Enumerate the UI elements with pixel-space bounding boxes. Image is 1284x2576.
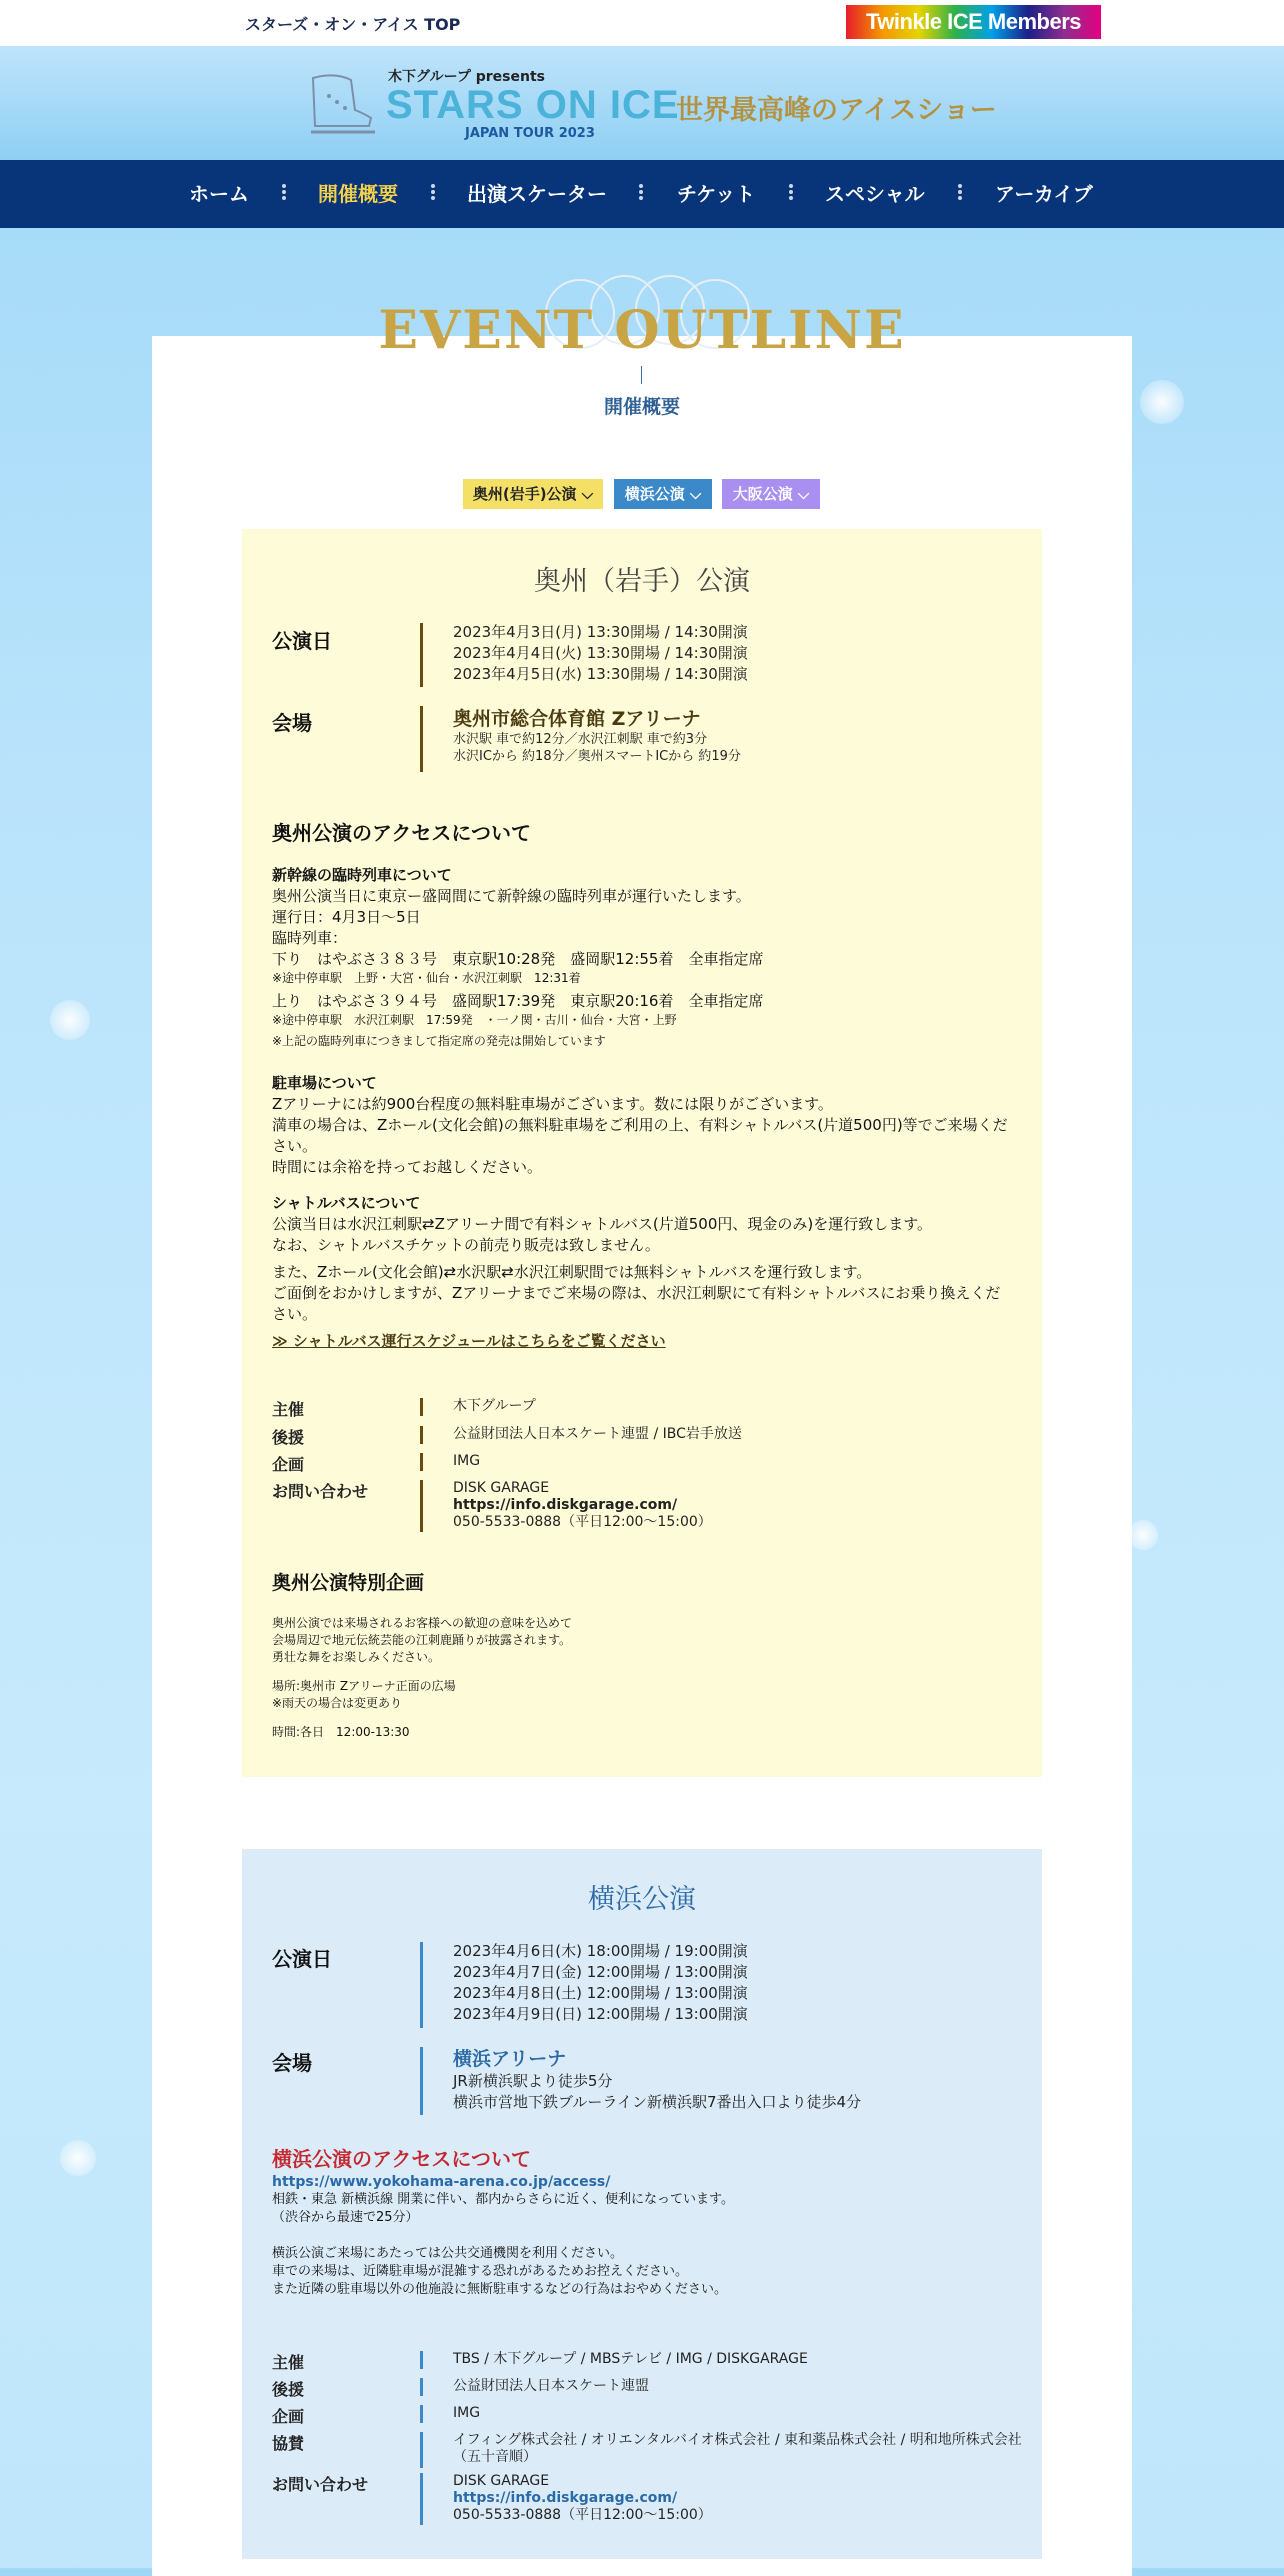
- date-item: 2023年4月9日(日) 12:00開場 / 13:00開演: [453, 2005, 748, 2023]
- nav-outline[interactable]: 開催概要: [318, 182, 398, 206]
- train-heading: 新幹線の臨時列車について: [272, 866, 452, 884]
- yokohama-section: [242, 1849, 1042, 2559]
- text-line: （渋谷から最速で25分）: [272, 2210, 419, 2225]
- parking-heading: 駐車場について: [272, 1074, 377, 1092]
- text-line: 奥州公演当日に東京ー盛岡間にて新幹線の臨時列車が運行いたします。: [272, 887, 751, 905]
- text-line: 奥州公演では来場されるお客様への歓迎の意味を込めて: [272, 1616, 573, 1630]
- top-bar: [0, 0, 1284, 46]
- text-line: 場所:奥州市 Zアリーナ正面の広場: [272, 1679, 456, 1693]
- nav-separator: [430, 182, 436, 206]
- meta-value: 木下グループ: [453, 1398, 536, 1414]
- meta-label: 企画: [272, 2407, 305, 2426]
- page-heading: EVENT OUTLINE: [378, 300, 906, 361]
- nav-separator: [957, 182, 963, 206]
- special-heading: 奥州公演特別企画: [272, 1572, 425, 1594]
- row-divider: [420, 2351, 423, 2369]
- nav-archive[interactable]: アーカイブ: [995, 182, 1093, 206]
- stars-on-ice-logo[interactable]: STARS ON ICE: [386, 83, 680, 127]
- dates-list: [453, 1941, 748, 2025]
- oshu-section: [242, 529, 1042, 1777]
- note-line: ※途中停車駅 水沢江刺駅 17:59発 ・一ノ関・古川・仙台・大宮・上野: [272, 1013, 677, 1027]
- contact-block: [453, 1480, 1023, 1531]
- shuttle-schedule-link[interactable]: ≫ シャトルバス運行スケジュールはこちらをご覧ください: [272, 1332, 666, 1350]
- date-item: 2023年4月4日(火) 13:30開場 / 14:30開演: [453, 644, 748, 662]
- text-line: また近隣の駐車場以外の他施設に無断駐車するなどの行為はおやめください。: [272, 2282, 728, 2297]
- venue-access: 水沢駅 車で約12分／水沢江刺駅 車で約3分: [453, 732, 708, 747]
- yokohama-access-link[interactable]: https://www.yokohama-arena.co.jp/access/: [272, 2174, 611, 2190]
- row-divider: [420, 623, 423, 687]
- date-item: 2023年4月3日(月) 13:30開場 / 14:30開演: [453, 623, 748, 641]
- note-line: ※途中停車駅 上野・大宮・仙台・水沢江刺駅 12:31着: [272, 971, 581, 985]
- text-line: 時間には余裕を持ってお越しください。: [272, 1158, 543, 1176]
- meta-value: IMG: [453, 2405, 481, 2421]
- page-subheading: 開催概要: [603, 396, 680, 418]
- contact-tel: 050-5533-0888（平日12:00～15:00）: [453, 2507, 712, 2523]
- date-item: 2023年4月8日(土) 12:00開場 / 13:00開演: [453, 1984, 748, 2002]
- row-divider: [420, 2378, 423, 2396]
- text-line: ※雨天の場合は変更あり: [272, 1696, 403, 1710]
- text-line: 臨時列車：: [272, 929, 348, 947]
- sponsor-label: 木下グループ presents: [388, 69, 545, 85]
- nav-separator: [638, 182, 644, 206]
- row-divider: [420, 1398, 423, 1416]
- text-line: ご面倒をおかけしますが、Zアリーナまでご来場の際は、水沢江刺駅にて有料シャトルバスにお乗り換えください。: [272, 1284, 1001, 1323]
- contact-name: DISK GARAGE: [453, 1480, 550, 1496]
- row-divider: [420, 2432, 423, 2468]
- parking-block: [272, 1073, 1012, 1178]
- meta-value: イフィング株式会社 / オリエンタルバイオ株式会社 / 東和薬品株式会社 / 明和地所株式会社（五十音順）: [453, 2432, 1022, 2465]
- meta-label: 企画: [272, 1455, 305, 1474]
- nav-skaters[interactable]: 出演スケーター: [467, 182, 607, 206]
- access-heading: 奥州公演のアクセスについて: [272, 821, 531, 845]
- shuttle-block: [272, 1193, 1012, 1352]
- note-line: ※上記の臨時列車につきまして指定席の発売は開始しています: [272, 1034, 606, 1048]
- section-title: 横浜公演: [588, 1884, 696, 1915]
- venue-name: 奥州市総合体育館 Zアリーナ: [453, 708, 701, 730]
- date-item: 2023年4月6日(木) 18:00開場 / 19:00開演: [453, 1942, 748, 1960]
- hero-banner: [0, 46, 1284, 160]
- venue-label: 会場: [272, 711, 312, 735]
- venue-block: [453, 2047, 861, 2113]
- text-line: Zアリーナには約900台程度の無料駐車場がございます。数には限りがございます。: [272, 1095, 833, 1113]
- date-item: 2023年4月5日(水) 13:30開場 / 14:30開演: [453, 665, 748, 683]
- meta-label: 後援: [272, 2380, 305, 2399]
- dates-label: 公演日: [272, 1947, 332, 1971]
- meta-label: 主催: [272, 2353, 305, 2372]
- twinkle-ice-members-banner[interactable]: Twinkle ICE Members: [846, 5, 1101, 39]
- nav-separator: [281, 182, 287, 206]
- contact-name: DISK GARAGE: [453, 2473, 550, 2489]
- text-line: 運行日：4月3日～5日: [272, 908, 421, 926]
- row-divider: [420, 2473, 423, 2525]
- shuttle-heading: シャトルバスについて: [272, 1194, 421, 1212]
- row-divider: [420, 2405, 423, 2423]
- text-line: 車での来場は、近隣駐車場が混雑する恐れがあるためお控えください。: [272, 2264, 689, 2279]
- meta-label: 協賛: [272, 2434, 305, 2453]
- row-divider: [420, 706, 423, 772]
- skate-logo-icon: [305, 70, 381, 140]
- tab-oshu[interactable]: 奥州(岩手)公演 ⌵: [463, 479, 603, 509]
- main-nav: [0, 160, 1284, 228]
- nav-tickets[interactable]: チケット: [677, 182, 756, 206]
- section-title: 奥州（岩手）公演: [534, 566, 750, 597]
- sparkle-decoration: [1128, 1520, 1158, 1550]
- meta-label: お問い合わせ: [272, 1482, 369, 1501]
- dates-list: [453, 622, 748, 685]
- meta-label: お問い合わせ: [272, 2475, 369, 2494]
- text-line: 横浜公演ご来場にあたっては公共交通機関を利用ください。: [272, 2246, 624, 2261]
- meta-label: 後援: [272, 1428, 305, 1447]
- heading-divider: [641, 366, 642, 384]
- venue-access: 横浜市営地下鉄ブルーライン新横浜駅7番出入口より徒歩4分: [453, 2093, 862, 2111]
- text-line: 相鉄・東急 新横浜線 開業に伴い、都内からさらに近く、便利になっています。: [272, 2192, 734, 2207]
- text-line: また、Zホール(文化会館)⇄水沢駅⇄水沢江刺駅間では無料シャトルバスを運行致します。: [272, 1263, 872, 1281]
- text-line: 公演当日は水沢江刺駅⇄Zアリーナ間で有料シャトルバス(片道500円、現金のみ)を運行致します。: [272, 1215, 933, 1233]
- meta-value: 公益財団法人日本スケート連盟 / IBC岩手放送: [453, 1426, 742, 1442]
- contact-tel: 050-5533-0888（平日12:00～15:00）: [453, 1514, 712, 1530]
- tour-label: JAPAN TOUR 2023: [465, 126, 595, 141]
- venue-name: 横浜アリーナ: [453, 2048, 567, 2070]
- contact-block: [453, 2473, 1023, 2524]
- date-item: 2023年4月7日(金) 12:00開場 / 13:00開演: [453, 1963, 748, 1981]
- contact-link[interactable]: https://info.diskgarage.com/: [453, 1497, 678, 1513]
- tab-yokohama[interactable]: 横浜公演 ⌵: [614, 479, 712, 509]
- tagline: 世界最高峰のアイスショー: [676, 95, 997, 126]
- row-divider: [420, 1480, 423, 1532]
- meta-value: TBS / 木下グループ / MBSテレビ / IMG / DISKGARAGE: [453, 2351, 808, 2367]
- row-divider: [420, 1453, 423, 1471]
- meta-value: IMG: [453, 1453, 481, 1469]
- nav-separator: [788, 182, 794, 206]
- text-line: 時間:各日 12:00-13:30: [272, 1725, 410, 1739]
- text-line: 会場周辺で地元伝統芸能の江刺鹿踊りが披露されます。: [272, 1633, 572, 1647]
- row-divider: [420, 1426, 423, 1444]
- sparkle-decoration: [50, 1000, 90, 1040]
- special-block: [272, 1615, 1012, 1741]
- venue-access: 水沢ICから 約18分／奥州スマートICから 約19分: [453, 749, 741, 764]
- meta-label: 主催: [272, 1400, 305, 1419]
- dates-label: 公演日: [272, 629, 332, 653]
- venue-access: JR新横浜駅より徒歩5分: [453, 2072, 613, 2090]
- text-line: 勇壮な舞をお楽しみください。: [272, 1650, 441, 1664]
- venue-block: [453, 707, 741, 765]
- train-block: [272, 865, 1012, 1050]
- text-line: なお、シャトルバスチケットの前売り販売は致しません。: [272, 1236, 660, 1254]
- nav-home[interactable]: ホーム: [189, 182, 249, 206]
- nav-special[interactable]: スペシャル: [825, 182, 925, 206]
- tab-osaka[interactable]: 大阪公演 ⌵: [722, 479, 820, 509]
- site-top-link[interactable]: スターズ・オン・アイス TOP: [245, 15, 461, 34]
- contact-link[interactable]: https://info.diskgarage.com/: [453, 2490, 678, 2506]
- text-line: 下り はやぶさ３８３号 東京駅10:28発 盛岡駅12:55着 全車指定席: [272, 950, 764, 968]
- sparkle-decoration: [60, 2140, 96, 2176]
- row-divider: [420, 1942, 423, 2028]
- venue-label: 会場: [272, 2051, 312, 2075]
- text-line: 上り はやぶさ３９４号 盛岡駅17:39発 東京駅20:16着 全車指定席: [272, 992, 764, 1010]
- row-divider: [420, 2047, 423, 2115]
- access-block: [272, 2191, 1012, 2299]
- access-heading: 横浜公演のアクセスについて: [272, 2147, 531, 2171]
- meta-value: 公益財団法人日本スケート連盟: [453, 2378, 649, 2394]
- text-line: 満車の場合は、Zホール(文化会館)の無料駐車場をご利用の上、有料シャトルバス(片道500円)等でご来場ください。: [272, 1116, 1008, 1155]
